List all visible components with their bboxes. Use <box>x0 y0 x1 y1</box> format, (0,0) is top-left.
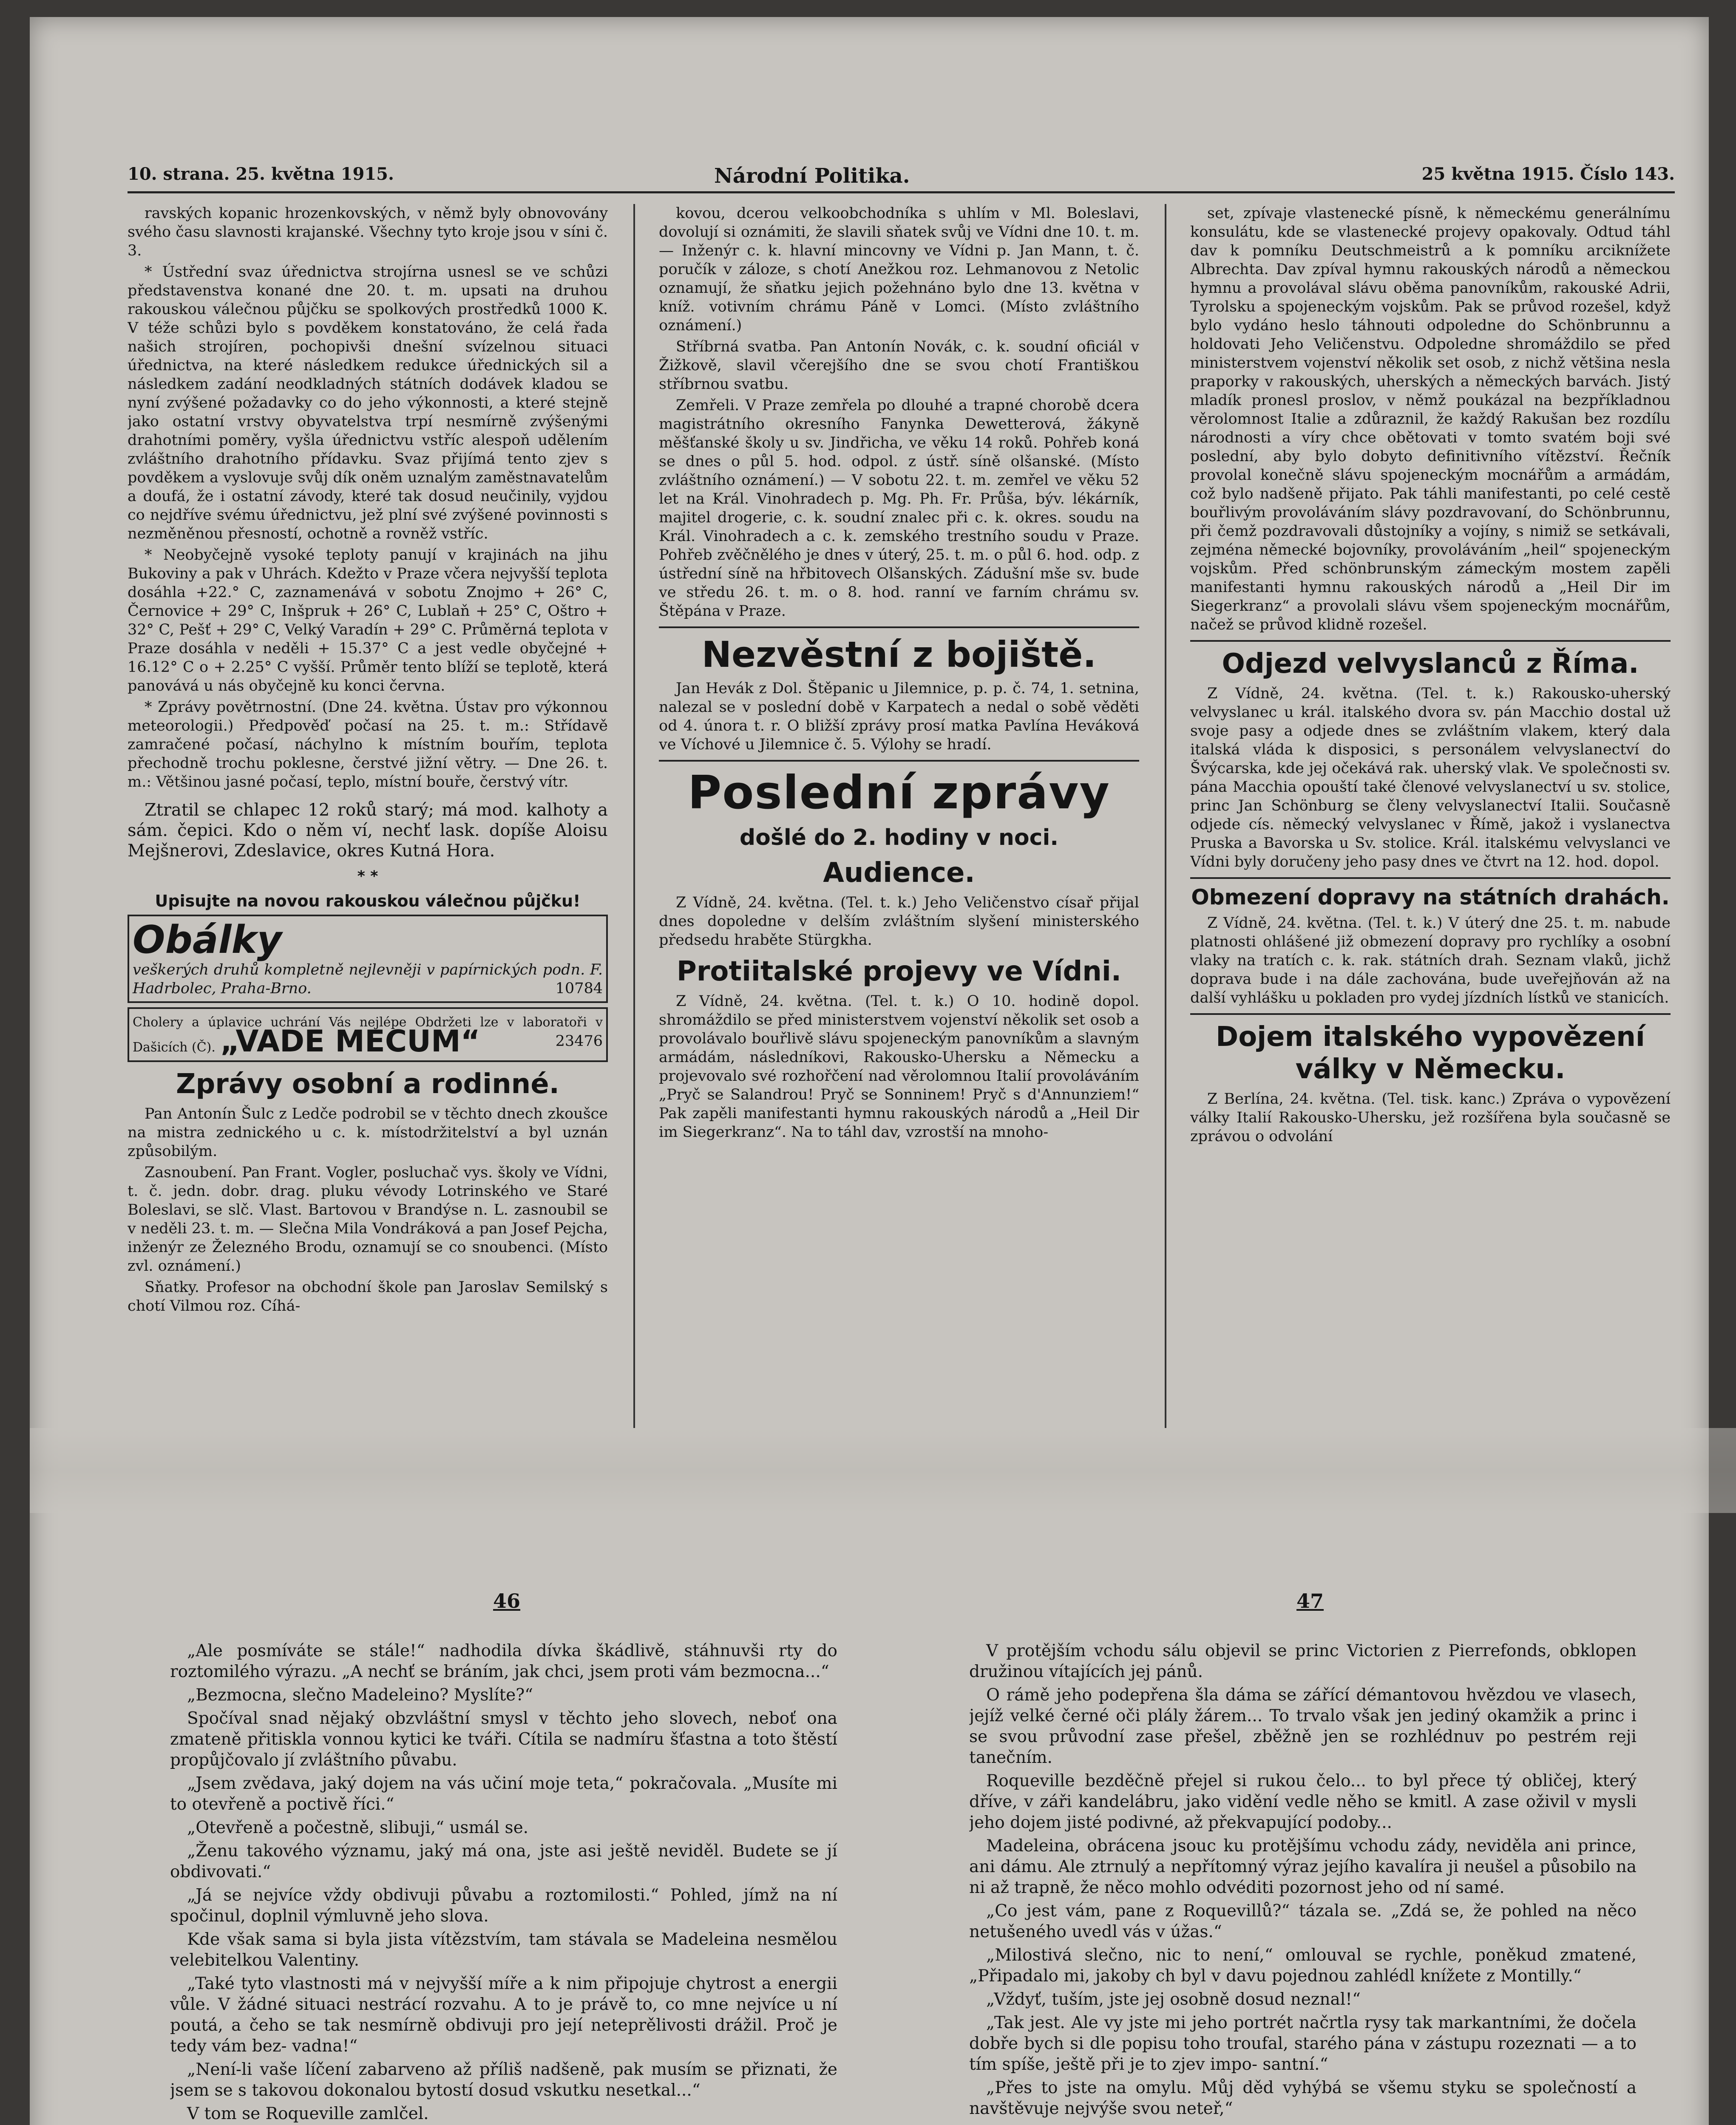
article-paragraph: Zemřeli. V Praze zemřela po dlouhé a trapné chorobě dcera magistrátního okresního Fanynka Dewetterová, žákyně měšťanské školy u sv. Jindřicha, ve věku 14 roků. Pohřeb koná se dnes o půl 5. hod. odpol. z ústř. síně olšanské. (Místo zvláštního oznámení.) — V sobotu 22. t. m. zemřel ve věku 52 let na Král. Vinohradech p. Mg. Ph. Fr. Průša, býv. lékárník, majitel drogerie, c. k. soudní znalec při c. k. okres. soudu na Král. Vinohradech a c. k. zemského trestního soudu v Praze. Pohřeb zvěčnělého je dnes v úterý, 25. t. m. o půl 6. hod. odp. z ústřední síně na hřbitovech Olšanských. Zádušní mše sv. bude ve středu 26. t. m. o 8. hod. ranní ve farním chrámu sv. Štěpána v Praze. <box>659 397 1139 620</box>
column-1 <box>128 204 608 1428</box>
novel-paragraph: „Vždyť, tuším, jste jej osobně dosud neznal!“ <box>986 1990 1361 2009</box>
article-paragraph: Pan Antonín Šulc z Ledče podrobil se v těchto dnech zkoušce na mistra zednického u c. k. místodržitelství a byl uznán způsobilým. <box>128 1105 608 1160</box>
separator-stars: * * <box>357 868 378 885</box>
ad-text: Cholery a úplavice uchrání Vás nejlépe Obdržeti lze v laboratoři v Dašicích (Č). <box>133 1015 603 1055</box>
novel-column-left <box>170 1640 837 2125</box>
novel-paragraph: „Co jest vám, pane z Roquevillů?“ tázala se. „Zdá se, že pohled na něco netušeného uvedl vás v úžas.“ <box>969 1901 1637 1941</box>
section-subheading: došlé do 2. hodiny v noci. <box>739 825 1059 850</box>
column-divider <box>633 204 635 1428</box>
section-heading: Obmezení dopravy na státních drahách. <box>1191 885 1670 910</box>
article-paragraph: Z Vídně, 24. května. (Tel. t. k.) Jeho Veličenstvo císař přijal dnes dopoledne v delším zvláštním slyšení ministerského předsedu hraběte Stürgkha. <box>659 894 1139 949</box>
ad-text: veškerých druhů kompletně nejlevněji v papírnických podn. F. Hadrbolec, Praha-Brno. <box>133 961 603 997</box>
advertisement-obalky <box>128 915 608 1003</box>
novel-paragraph: V protějším vchodu sálu objevil se princ Victorien z Pierrefonds, obklopen družinou vítajících jej pánů. <box>969 1641 1637 1681</box>
section-heading-large: Poslední zprávy <box>688 766 1110 819</box>
header-left: 10. strana. 25. května 1915. <box>128 164 394 184</box>
novel-paragraph: V tom se Roqueville zamlčel. <box>187 2104 429 2123</box>
article-paragraph: Z Berlína, 24. května. (Tel. tisk. kanc.) Zpráva o vypovězení války Italií Rakousko-Uhersku, jež rozšířena byla současně se zprávou o odvolání <box>1190 1091 1671 1145</box>
novel-section <box>170 1590 1637 2125</box>
page-number-right: 47 <box>1296 1590 1324 1612</box>
article-paragraph: * Ústřední svaz úřednictva strojírna usnesl se ve schůzi představenstva konané dne 20. t. m. upsati na druhou rakouskou válečnou půjčku se spolkových prostředků 1000 K. V téže schůzi bylo s povděkem konstatováno, že celá řada našich strojíren, pochopivši dnešní svízelnou situaci úřednictva, na které následkem redukce úřednických sil a následkem zadání neodkladných státních dodávek kladou se nyní zvýšené požadavky co do jeho výkonnosti, a které stejně jako ostatní vrstvy obyvatelstva trpí nesmírně zvýšenými drahotními poměry, vyšla úřednictvu vstříc alespoň udělením zvláštního drahotního přídavku. Svaz přijímá tento zjev s povděkem a vyslovuje svůj dík oněm uznalým zaměstnavatelům a doufá, že i ostatní závody, které tak dosud neučinily, vyjdou co nejdříve svému úřednictvu, jež plní své zvýšené povinnosti s nezměněnou přesností, ochotně a rovněž vstříc. <box>128 264 608 542</box>
ad-logo: Obálky <box>133 918 282 962</box>
novel-paragraph: „Já se nejvíce vždy obdivuji půvabu a roztomilosti.“ Pohled, jímž na ní spočinul, doplnil výmluvně jeho slova. <box>170 1886 837 1926</box>
section-heading: Protiitalské projevy ve Vídni. <box>676 956 1122 987</box>
novel-paragraph: „Není-li vaše líčení zabarveno až příliš nadšeně, pak musím se přiznati, že jsem se s takovou dokonalou bytostí dosud vskutku nesetkal...“ <box>170 2060 837 2100</box>
novel-paragraph: Kde však sama si byla jista vítězstvím, tam stávala se Madeleina nesmělou velebitelkou Valentiny. <box>170 1930 837 1970</box>
column-divider <box>1165 204 1166 1428</box>
novel-paragraph: O rámě jeho podepřena šla dáma se zářící démantovou hvězdou ve vlasech, jejíž velké černé oči plály žárem... To trvalo však jen jediný okamžik a princ i se svou průvodní zase přešel, zběžně jen se rozhlédnuv po pestrém reji tanečním. <box>969 1686 1637 1767</box>
novel-paragraph: „Ženu takového významu, jaký má ona, jste asi ještě neviděl. Budete se jí obdivovati.“ <box>170 1842 837 1881</box>
novel-paragraph: „Otevřeně a počestně, slibuji,“ usmál se. <box>187 1818 529 1837</box>
divider <box>1190 640 1671 642</box>
novel-paragraph: Roqueville bezděčně přejel si rukou čelo... to byl přece tý obličej, který dříve, v záři kandelábru, jako vidění vedle něho se kmitl. A zase oživil v mysli jeho dojem jisté podivné, až překvapující podoby... <box>969 1771 1637 1832</box>
page-fold <box>30 1428 1736 1513</box>
novel-paragraph: „Bezmocna, slečno Madeleino? Myslíte?“ <box>187 1686 533 1705</box>
article-paragraph: Z Vídně, 24. května. (Tel. t. k.) Rakousko-uherský velvyslanec u král. italského dvora sv. pán Macchio dostal už svoje pasy a odjede dnes se zvláštním vlakem, který dala italská vláda k disposici, s personálem velvyslanectví do Švýcarska, kde jej očekává rak. uherský vlak. Ve společnosti sv. pána Macchia opouští také členové velvyslanectví u sv. stolice, princ Jan Schönburg se členy velvyslanectví Italii. Současně odjede cís. německý velvyslanec v Římě, jakož i vyslanectva Pruska a Bavorska u Sv. stolice. Král. italskému velvyslanci ve Vídni byly doručeny jeho pasy dnes ve čtvrt na 12. hod. dopol. <box>1190 685 1671 870</box>
novel-paragraph: „Přes to jste na omylu. Můj děd vyhýbá se všemu styku se společností a navštěvuje nejvýše svou neteř,“ <box>969 2078 1637 2118</box>
article-paragraph: kovou, dcerou velkoobchodníka s uhlím v Ml. Boleslavi, dovolují si oznámiti, že slavili sňatek svůj ve Vídni dne 10. t. m. — Inženýr c. k. hlavní mincovny ve Vídni p. Jan Mann, t. č. poručík v záloze, s chotí Anežkou roz. Lehmanovou z Netolic oznamují, že sňatku jejich požehnáno bylo dne 13. května v kníž. votivním chrámu Páně v Lomci. (Místo zvláštního oznámení.) <box>659 205 1139 334</box>
section-heading: Zprávy osobní a rodinné. <box>176 1068 559 1100</box>
column-2 <box>659 204 1139 1428</box>
novel-paragraph: „Milostivá slečno, nic to není,“ omlouval se rychle, poněkud zmatené, „Připadalo mi, jakoby ch byl v davu pojednou zahlédl knížete z Montilly.“ <box>969 1946 1637 1986</box>
column-3 <box>1190 204 1671 1428</box>
page-header <box>128 162 1675 193</box>
novel-paragraph: Madeleina, obrácena jsouc ku protějšímu vchodu zády, neviděla ani prince, ani dámu. Ale ztrnulý a nepřítomný výraz jejího kavalíra ji neušel a působilo na ni až trapně, že něco mohlo odvéditi pozornost jeho od ní samé. <box>969 1836 1637 1897</box>
lost-child-notice: Ztratil se chlapec 12 roků starý; má mod. kalhoty a sám. čepici. Kdo o něm ví, nechť lask. dopíše Aloisu Mejšnerovi, Zdeslavice, okres Kutná Hora. <box>128 800 608 861</box>
ad-code: 23476 <box>555 1033 603 1050</box>
article-paragraph: Jan Hevák z Dol. Štěpanic u Jilemnice, p. p. č. 74, 1. setnina, nalezal se v poslední době v Karpatech a nedal o sobě věděti od 4. února t. r. O bližší zprávy prosí matka Pavlína Heváková ve Víchové u Jilemnice č. 5. Výlohy se hradí. <box>659 680 1139 753</box>
section-heading: Odjezd velvyslanců z Říma. <box>1222 648 1639 680</box>
divider <box>659 626 1139 628</box>
header-right: 25 května 1915. Číslo 143. <box>1421 164 1675 184</box>
loan-call: Upisujte na novou rakouskou válečnou půjčku! <box>155 892 581 910</box>
ad-product-name: „VADE MECUM“ <box>220 1024 480 1059</box>
novel-column-right <box>969 1640 1637 2125</box>
page-number-left: 46 <box>493 1590 521 1612</box>
masthead: Národní Politika. <box>714 164 910 188</box>
section-heading: Audience. <box>823 857 975 889</box>
divider <box>1190 1013 1671 1015</box>
divider <box>1190 877 1671 879</box>
article-paragraph: Stříbrná svatba. Pan Antonín Novák, c. k. soudní oficiál v Žižkově, slavil včerejšího dne se svou chotí Františkou stříbrnou svatbu. <box>659 338 1139 393</box>
section-heading: Nezvěstní z bojiště. <box>701 634 1097 675</box>
section-heading: Dojem italského vypovězení války v Německu. <box>1216 1021 1645 1085</box>
article-paragraph: Z Vídně, 24. května. (Tel. t. k.) O 10. hodině dopol. shromáždilo se před ministerstvem vojenství několik set osob a provolávalo bouřlivě slávu spojeneckým panovníkům a slavným armádám, následníkovi, Rakousko-Uhersku a Německu a projevovalo své rozhořčení nad věrolomnou Italií provoláváním „Pryč se Salandrou! Pryč se Sonninem! Pryč s d'Annunziem!“ Pak zapěli manifestanti hymnu rakouských národů a „Heil Dir im Siegerkranz“. Na to táhl dav, vzrostší na mnoho- <box>659 993 1139 1141</box>
novel-paragraph: Spočíval snad nějaký obzvláštní smysl v těchto jeho slovech, neboť ona zmateně přitiskla vonnou kytici ke tváři. Cítila se nadmíru šťastna a toto štěstí propůjčovalo jí zvláštního půvabu. <box>170 1709 837 1770</box>
article-paragraph: Zasnoubení. Pan Frant. Vogler, posluchač vys. školy ve Vídni, t. č. jedn. dobr. drag. pluku vévody Lotrinského ve Staré Boleslavi, se slč. Vlast. Bartovou v Brandýse n. L. zasnoubil se v neděli 23. t. m. — Slečna Mila Vondráková a pan Josef Pejcha, inženýr ze Železného Brodu, oznamují se co snoubenci. (Místo zvl. oznámení.) <box>128 1164 608 1275</box>
article-paragraph: * Neobyčejně vysoké teploty panují v krajinách na jihu Bukoviny a pak v Uhrách. Kdežto v Praze včera nejvyšší teplota dosáhla +22.° C, zaznamenává v sobotu Znojmo + 26° C, Černovice + 29° C, Inšpruk + 26° C, Lublaň + 25° C, Oštro + 32° C, Pešť + 29° C, Velký Varadín + 29° C. Průměrná teplota v Praze dosáhla v neděli + 15.37° C a jest vedle obyčejné + 16.12° C o + 2.25° C vyšší. Průměr tento blíží se teplotě, která panovává u nás obyčejně ku konci června. <box>128 547 608 694</box>
novel-paragraph: „Jsem zvědava, jaký dojem na vás učiní moje teta,“ pokračovala. „Musíte mi to otevřeně a poctivě říci.“ <box>170 1774 837 1814</box>
newspaper-sheet <box>128 162 1675 1432</box>
newspaper-page <box>30 17 1709 2125</box>
article-paragraph: set, zpívaje vlastenecké písně, k německému generálnímu konsulátu, kde se vlastenecké projevy opakovaly. Odtud táhl dav k pomníku Deutschmeistrů a k pomníku arciknížete Albrechta. Dav zpíval hymnu rakouských národů a německou hymnu a provolával slávu oběma panovníkům, rakouské Adrii, Tyrolsku a spojeneckým vojskům. Pak se průvod rozešel, když bylo vydáno heslo táhnouti odpoledne do Schönbrunnu a holdovati Jeho Veličenstvu. Odpoledne shromáždilo se před ministerstvem vojenství několik set osob, z nichž většina nesla praporky v rakouských, uherských a německých barvách. Jistý mladík pronesl proslov, v němž poukázal na bezpříkladnou věrolomnost Italie a zdůraznil, že každý Rakušan bez rozdílu národnosti a víry chce obětovati v tomto svatém boji své poslední, aby bylo dobyto definitivního vítězství. Řečník provolal konečně slávu spojeneckým mocnářům a armádám, což bylo nadšeně přijato. Pak táhli manifestanti, po celé cestě bouřlivým provoláváním slávy pozdravovaní, do Schönbrunnu, při čemž pozdravovali důstojníky a vojíny, s nimiž se setkávali, zejména německé bojovníky, provoláváním „heil“ spojeneckým vojskům. Před schönbrunským zámeckým mostem zapěli manifestanti hymnu rakouských národů a „Heil Dir im Siegerkranz“ a provolali slávu všem spojeneckým mocnářům, načež se průvod klidně rozešel. <box>1190 205 1671 633</box>
article-paragraph: ravských kopanic hrozenkovských, v němž byly obnovovány svého času slavnosti krajanské. Všechny tyto kroje jsou v síni č. 3. <box>128 205 608 259</box>
article-paragraph: Z Vídně, 24. května. (Tel. t. k.) V úterý dne 25. t. m. nabude platnosti ohlášené již obmezení dopravy pro rychlíky a osobní vlaky na tratích c. k. rak. státních drah. Seznam vlaků, jichž doprava bude i na dále zachována, bude uveřejňován až na další vyhlášku u pokladen pro vydej jízdních lístků ve stanicích. <box>1190 915 1671 1006</box>
article-paragraph: Sňatky. Profesor na obchodní škole pan Jaroslav Semilský s chotí Vilmou roz. Cíhá- <box>128 1279 608 1315</box>
article-paragraph: * Zprávy povětrnostní. (Dne 24. května. Ústav pro výkonnou meteorologii.) Předpověď počasí na 25. t. m.: Střídavě zamračené počasí, náchylno k místním bouřím, teplota přechodně trochu poklesne, čerstvé jižní větry. — Dne 26. t. m.: Většinou jasné počasí, teplo, místní bouře, čerstvý vítr. <box>128 699 608 790</box>
novel-paragraph: „Ale posmíváte se stále!“ nadhodila dívka škádlivě, stáhnuvši rty do roztomilého výrazu. „A nechť se bráním, jak chci, jsem proti vám bezmocna...“ <box>170 1641 837 1681</box>
advertisement-vade-mecum <box>128 1007 608 1062</box>
novel-paragraph: „Tak jest. Ale vy jste mi jeho portrét načrtla rysy tak markantními, že dočela dobře bych si dle popisu toho troufal, starého pána v zástupu rozeznati — a to tím spíše, ještě při je to zjev impo- santní.“ <box>969 2013 1637 2074</box>
novel-paragraph: „Také tyto vlastnosti má v nejvyšší míře a k nim připojuje chytrost a energii vůle. V žádné situaci nestrácí rozvahu. A to je právě to, co mne nejvíce u ní poutá, a čeho se tak nesmírně obdivuji pro její neteprělivosti drážil. Proč je tedy vám bez- vadna!“ <box>170 1974 837 2056</box>
divider <box>659 760 1139 762</box>
ad-code: 10784 <box>555 980 603 997</box>
